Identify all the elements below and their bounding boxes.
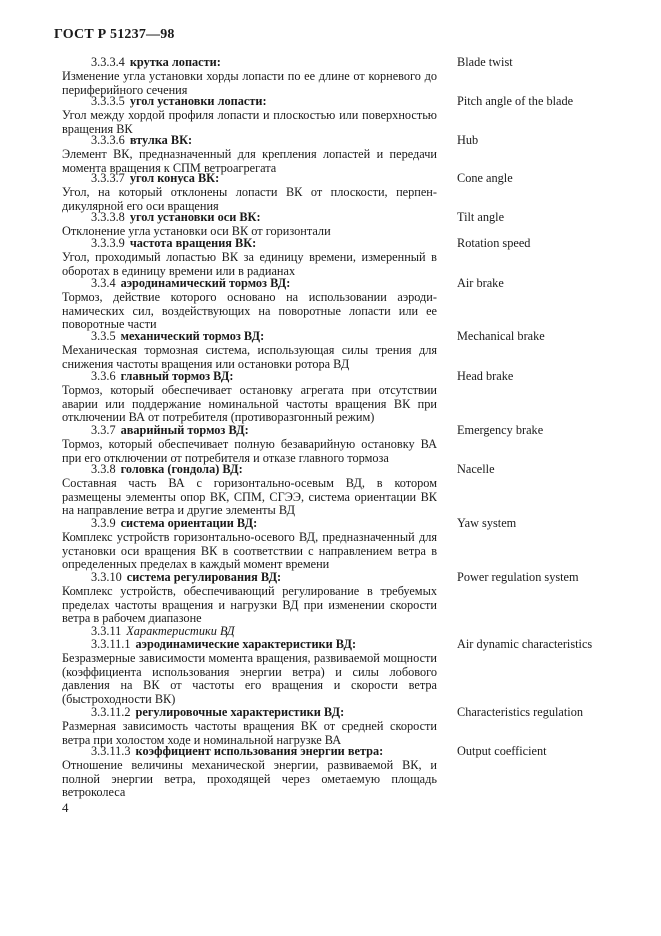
entry-ru (62, 329, 437, 371)
entry-number: 3.3.3.9 (91, 236, 125, 250)
entry-term: главный тормоз ВД: (120, 369, 234, 383)
entry-term: частота вращения ВК: (129, 236, 257, 250)
entry-en: Pitch angle of the blade (457, 94, 574, 108)
entry-ru (62, 705, 437, 747)
entry-number: 3.3.3.4 (91, 55, 125, 69)
entry-ru (62, 369, 437, 425)
entry-term: головка (гондола) ВД: (120, 462, 243, 476)
entry-definition: Угол, на который отклонены лопасти ВК от плоскости, перпендикулярной его оси вращения (62, 184, 437, 213)
entry-term: угол установки лопасти: (129, 94, 267, 108)
entry-ru (62, 744, 437, 800)
entry-en: Air brake (457, 276, 504, 290)
entry-ru (62, 516, 437, 572)
entry-term: аэродинамический тормоз ВД: (120, 276, 291, 290)
entry-number: 3.3.8 (91, 462, 116, 476)
entry-en: Blade twist (457, 55, 513, 69)
entry-definition: Комплекс устройств горизонтально-осевого ВД, предназначенный для установки оси вращения ВК в соответствии с направлением ветра в определенных пределах в каждый момент времени (62, 529, 437, 572)
section-title: Характеристики ВД (126, 624, 235, 638)
entry-number: 3.3.11.1 (91, 637, 131, 651)
entry-ru (62, 94, 437, 136)
entry-ru (62, 171, 437, 213)
entry-number: 3.3.11.3 (91, 744, 131, 758)
entry-en: Head brake (457, 369, 514, 383)
entry-number: 3.3.7 (91, 423, 116, 437)
entry-definition: Составная часть ВА с горизонтально-осевым ВД, в котором размещены элементы опор ВК, СПМ, СГЭЭ, система ориентации ВК на направление ветра и другие элементы ВД (62, 475, 437, 518)
entry-en: Yaw system (457, 516, 517, 530)
entry-term: угол конуса ВК: (129, 171, 220, 185)
entry-ru (62, 570, 437, 626)
entry-number: 3.3.9 (91, 516, 116, 530)
entry-number: 3.3.3.7 (91, 171, 125, 185)
entry-term: коэффициент использования энергии ветра: (135, 744, 384, 758)
entry-en: Emergency brake (457, 423, 544, 437)
entry-ru (62, 423, 437, 465)
entry-term: угол установки оси ВК: (129, 210, 261, 224)
entry-number: 3.3.3.6 (91, 133, 125, 147)
entry-term: аэродинамические характеристики ВД: (135, 637, 357, 651)
entry-en: Hub (457, 133, 479, 147)
entry-en: Characteristics regulation (457, 705, 583, 719)
page-number: 4 (62, 800, 69, 815)
entry-term: механический тормоз ВД: (120, 329, 265, 343)
entry-definition: Отношение величины механической энергии, развиваемой ВК, и полной энергии ветра, проходящей через ометаемую площадь ветроколеса (62, 757, 437, 800)
entry-ru (62, 236, 437, 278)
entry-term: система ориентации ВД: (120, 516, 258, 530)
entry-definition: Тормоз, который обеспечивает остановку агрегата при отсутствии аварии или поддержание номинальной частоты вращения ВК при отключении ВА от потребителя (противоразгонный режим) (62, 382, 437, 425)
entry-ru (62, 462, 437, 518)
entry-definition: Комплекс устройств, обеспечивающий регулирование в требуемых пределах частоты вращения и нагрузки ВД при изменении скорости ветра в рабочем диапазоне (62, 583, 437, 626)
entry-en: Power regulation system (457, 570, 579, 584)
entry-definition: Тормоз, действие которого основано на использовании аэродинамических сил, воздействующих на поворотные лопасти или ее поворотные части (62, 289, 437, 332)
entry-number: 3.3.4 (91, 276, 116, 290)
entry-term: регулировочные характеристики ВД: (135, 705, 345, 719)
entry-definition: Изменение угла установки хорды лопасти по ее длине от корневого до периферийного сечения (62, 68, 437, 97)
entry-en: Output coefficient (457, 744, 547, 758)
entry-en: Air dynamic characteristics (457, 637, 593, 651)
entry-definition: Элемент ВК, предназначенный для крепления лопастей и передачи момента вращения к СПМ ветроагрегата (62, 146, 437, 175)
entry-definition: Механическая тормозная система, использующая силы трения для снижения частоты вращения или остановки ротора ВД (62, 342, 437, 371)
entry-en: Tilt angle (457, 210, 505, 224)
entry-ru (62, 637, 437, 707)
entry-number: 3.3.11.2 (91, 705, 131, 719)
entry-number: 3.3.10 (91, 570, 122, 584)
entry-definition: Угол между хордой профиля лопасти и плоскостью или поверхностью вращения ВК (62, 107, 437, 136)
entry-en: Rotation speed (457, 236, 531, 250)
entry-en: Mechanical brake (457, 329, 545, 343)
entry-number: 3.3.5 (91, 329, 116, 343)
entry-number: 3.3.6 (91, 369, 116, 383)
entry-definition: Безразмерные зависимости момента вращения, развиваемой мощности (коэффициента использования энергии ветра) и силы лобового давления на ВК от частоты его вращения и скорости ветра (быстроходности ВК) (62, 650, 437, 707)
entry-term: система регулирования ВД: (126, 570, 282, 584)
document-header: ГОСТ Р 51237—98 (54, 27, 175, 42)
entry-en: Nacelle (457, 462, 495, 476)
entry-ru (62, 55, 437, 97)
entry-ru (62, 276, 437, 332)
entry-number: 3.3.3.5 (91, 94, 125, 108)
entry-definition: Тормоз, который обеспечивает полную безаварийную остановку ВА при его отключении от потребителя и отказе главного тормоза (62, 436, 437, 465)
entry-ru (62, 210, 437, 239)
entry-en: Cone angle (457, 171, 513, 185)
entry-ru (62, 133, 437, 175)
entry-term: аварийный тормоз ВД: (120, 423, 249, 437)
entry-term: втулка ВК: (129, 133, 193, 147)
entry-definition: Отклонение угла установки оси ВК от горизонтали (62, 223, 331, 238)
entry-number: 3.3.3.8 (91, 210, 125, 224)
entry-definition: Угол, проходимый лопастью ВК за единицу времени, измеренный в оборотах в единицу времени или в радианах (62, 249, 437, 278)
entry-definition: Размерная зависимость частоты вращения ВК от средней скорости ветра при холостом ходе и номинальной нагрузке ВА (62, 718, 437, 747)
entry-number: 3.3.11 (91, 624, 122, 638)
entry-term: крутка лопасти: (129, 55, 221, 69)
